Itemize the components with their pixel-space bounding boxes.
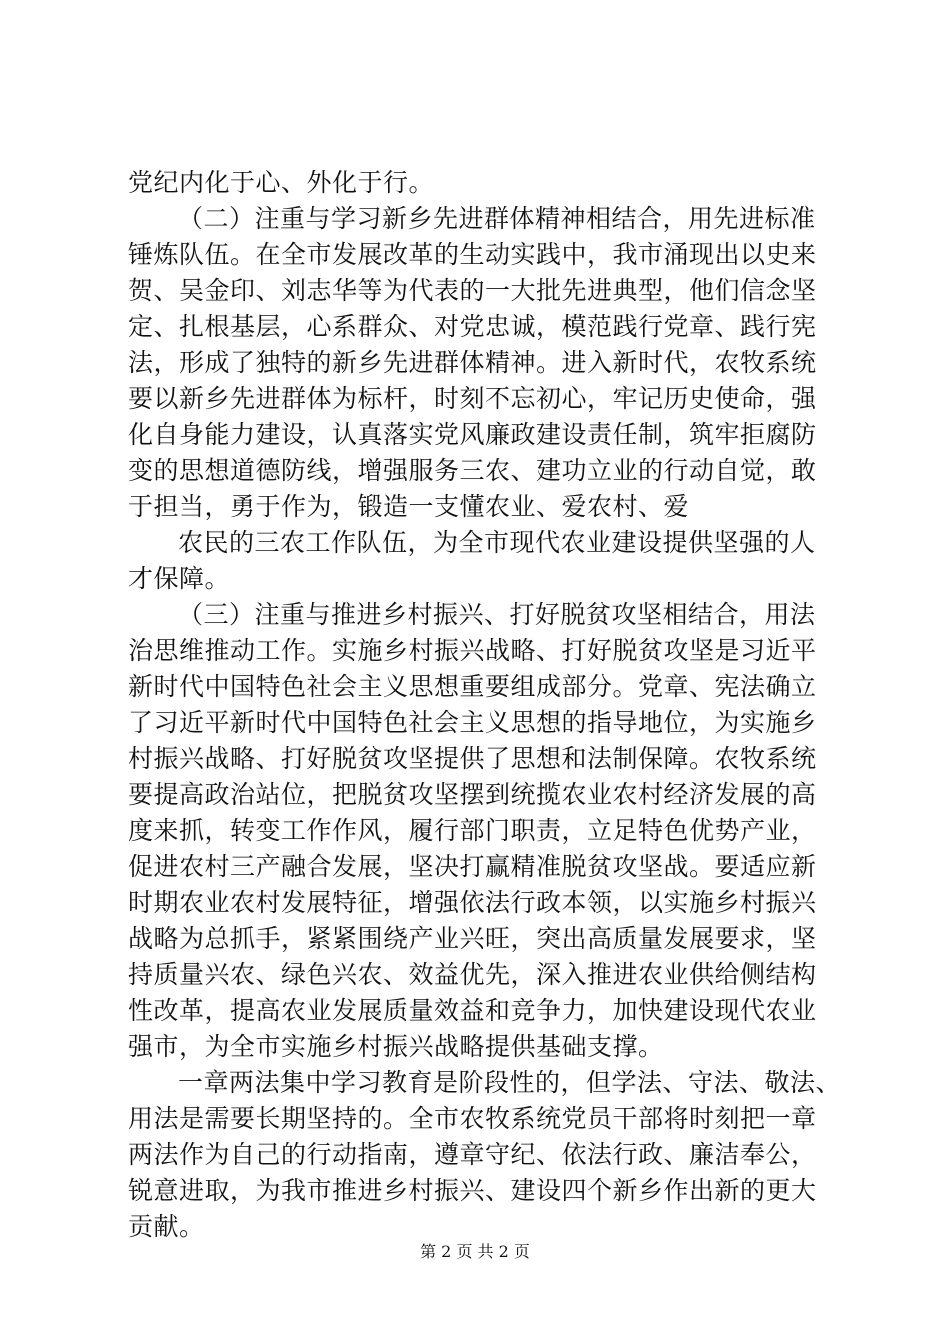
text-line: 时期农业农村发展特征，增强依法行政本领，以实施乡村振兴: [128, 888, 817, 917]
text-line: 用法是需要长期坚持的。全市农牧系统党员干部将时刻把一章: [128, 1104, 817, 1133]
paragraph-start-line: 农民的三农工作队伍，为全市现代农业建设提供坚强的人: [178, 528, 816, 557]
text-line: 持质量兴农、绿色兴农、效益优先，深入推进农业供给侧结构: [128, 960, 817, 989]
text-line: 战略为总抓手，紧紧围绕产业兴旺，突出高质量发展要求，坚: [128, 924, 817, 953]
text-line: 性改革，提高农业发展质量效益和竞争力，加快建设现代农业: [128, 996, 817, 1025]
text-line: 治思维推动工作。实施乡村振兴战略、打好脱贫攻坚是习近平: [128, 636, 817, 665]
page-number-footer: 第 2 页 共 2 页: [420, 1242, 530, 1261]
text-line: 贡献。: [128, 1212, 205, 1241]
text-line: 才保障。: [128, 564, 231, 593]
text-line: 法，形成了独特的新乡先进群体精神。进入新时代，农牧系统: [128, 348, 817, 377]
text-line: 促进农村三产融合发展，坚决打赢精准脱贫攻坚战。要适应新: [128, 852, 817, 881]
text-line: 村振兴战略、打好脱贫攻坚提供了思想和法制保障。农牧系统: [128, 744, 817, 773]
text-line: 两法作为自己的行动指南，遵章守纪、依法行政、廉洁奉公，: [128, 1140, 817, 1169]
paragraph-start-line: 一章两法集中学习教育是阶段性的，但学法、守法、敬法、: [178, 1068, 842, 1097]
paragraph-start-line: （三）注重与推进乡村振兴、打好脱贫攻坚相结合，用法: [178, 600, 816, 629]
text-line: 要提高政治站位，把脱贫攻坚摆到统揽农业农村经济发展的高: [128, 780, 817, 809]
text-line: 度来抓，转变工作作风，履行部门职责，立足特色优势产业，: [128, 816, 817, 845]
text-line: 强市，为全市实施乡村振兴战略提供基础支撑。: [128, 1032, 664, 1061]
text-line: 于担当，勇于作为，锻造一支懂农业、爱农村、爱: [128, 492, 690, 521]
text-line: 锐意进取，为我市推进乡村振兴、建设四个新乡作出新的更大: [128, 1176, 817, 1205]
text-line: 新时代中国特色社会主义思想重要组成部分。党章、宪法确立: [128, 672, 817, 701]
text-line: 了习近平新时代中国特色社会主义思想的指导地位，为实施乡: [128, 708, 817, 737]
text-line: 贺、吴金印、刘志华等为代表的一大批先进典型，他们信念坚: [128, 276, 817, 305]
text-line: 要以新乡先进群体为标杆，时刻不忘初心，牢记历史使命，强: [128, 384, 817, 413]
text-line: 党纪内化于心、外化于行。: [128, 168, 435, 197]
text-line: 锤炼队伍。在全市发展改革的生动实践中，我市涌现出以史来: [128, 240, 817, 269]
text-line: 变的思想道德防线，增强服务三农、建功立业的行动自觉，敢: [128, 456, 817, 485]
text-line: 定、扎根基层，心系群众、对党忠诚，模范践行党章、践行宪: [128, 312, 817, 341]
paragraph-start-line: （二）注重与学习新乡先进群体精神相结合，用先进标准: [178, 204, 816, 233]
document-body: [128, 165, 842, 1245]
text-line: 化自身能力建设，认真落实党风廉政建设责任制，筑牢拒腐防: [128, 420, 817, 449]
